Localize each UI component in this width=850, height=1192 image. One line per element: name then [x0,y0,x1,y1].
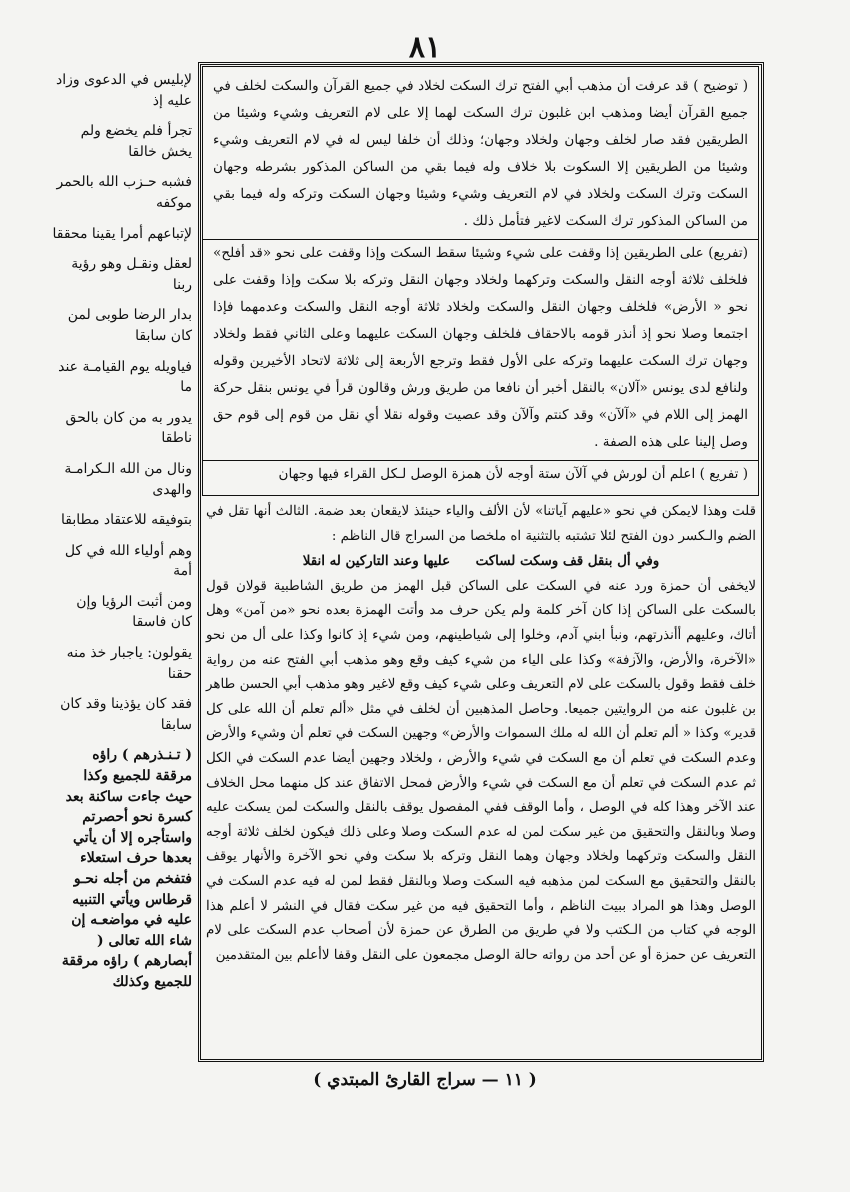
side-line: فشبه حـزب الله بالحمر موكفه [56,174,192,211]
side-line: تجرأ فلم يخضع ولم يخش خالقا [80,123,192,160]
side-line: لعقل ونقـل وهو رؤية ربنا [71,256,192,293]
side-line: فقد كان يؤذينا وقد كان سابقا [60,696,192,733]
verse-right-hemistich: وفي أل بنقل قف وسكت لساكت [475,553,660,570]
side-line: بدار الرضا طوبى لمن كان سابقا [67,307,192,344]
tawdih-paragraph: ( توضيح ) قد عرفت أن مذهب أبي الفتح ترك السكت لخلاد في جميع القرآن والسكت لخلف في جميع القرآن أيضا ومذهب ابن غلبون ترك السكت لهما إلا على لام التعريف وشيء وشيئا من الطريقين فقد صار لخلف وجهان ولخلاد وجهان؛ وذلك أن خلفا ليس له في لام التعريف وشيء وشيئا من الطريقين إلا السكوت بلا خلاف وله فيما بقي من الساكن المذكور بشرطه وجهان السكت وترك السكت ولخلاد في لام التعريف وشيء وشيئا وجهان السكت وتركه وله فيما بقي من الساكن المذكور ترك السكت لاغير فتأمل ذلك . [213,78,748,229]
tafri-warsh-line: ( تفريع ) اعلم أن لورش في آلآن ستة أوجه لأن همزة الوصل لـكل القراء فيها وجهان [278,466,748,482]
side-line: يقولون: ياجبار خذ منه حقنا [66,645,192,682]
side-line: وهم أولياء الله في كل أمة [64,542,192,580]
commentary-box [202,66,759,496]
side-line: لإبليس في الدعوى وزاد عليه إذ [56,72,192,109]
side-column [52,70,192,1003]
page-number: ٨١ [408,30,442,65]
side-line: يدور به من كان بالحق ناطقا [65,409,192,447]
side-commentary: ( تـنـذرهم ) راؤه مرققة للجميع وكذا حيث جاءت ساكنة بعد كسرة نحو أحصرتم واستأجره إلا أن يأتي بعدها حرف استعلاء فتفخم من أجله نحـو قرطاس ويأتي التنبيه عليه في مواضعـه إن شاء الله تعالى ( أبصارهم ) راؤه مرققة للجميع وكذلك [61,747,192,990]
side-line: ومن أثبت الرؤيا وإن كان فاسقا [76,593,192,631]
tafri-paragraph: (تفريع) على الطريقين إذا وقفت على شيء وشيئا سقط السكت وإذا وقفت على نحو «قد أفلح» فلخلف ثلاثة أوجه النقل والسكت وتركهما ولخلاد وجهان النقل وتركه بلا سكت وإذا وقفت على نحو « الأرض» فلخلف وجهان النقل والسكت ولخلاد ثلاثة أوجه النقل والسكت وعدمهما فإذا اجتمعا وصلا نحو إذ أنذر قومه بالاحقاف فلخلف وجهان السكت عليهما وعلى الثاني فقط ولخلاد وجهان ترك السكت عليهما وتركه على الأول فقط وترجع الأربعة إلى ثلاثة لاتحاد الأخيرين وقوله ولنافع لدى يونس «آلان» بالنقل أخبر أن نافعا من طريق ورش وقالون قرأ في يونس بنقل حركة الهمز إلى اللام في «آلآن» وقد كنتم وآلآن وقد عصيت وقوله نقلا أي نقل من قوم إلى قوم حق وصل إلينا على هذه الصفة . [213,245,748,450]
verse-line [206,549,756,575]
side-line: ونال من الله الـكرامـة والهدى [64,460,192,498]
verse-left-hemistich: عليها وعند التاركين له انقلا [302,553,451,570]
side-line: فياويله يوم القيامـة عند ما [58,358,192,396]
running-footer: ( ١١ — سراج القارئ المبتدي ) [313,1070,537,1090]
intro-paragraph: قلت وهذا لايمكن في نحو «عليهم آياتنا» لأن الألف والياء حينئذ لايقعان بعد ضمة. الثالث أنها تقل في الضم والـكسر دون الفتح لئلا تشتبه بالتثنية اه ملخصا من السراج قال الناظم : [206,504,756,544]
side-line: لإتباعهم أمرا يقينا محققا [52,225,192,242]
main-text [206,500,756,1060]
explanation-paragraph: لايخفى أن حمزة ورد عنه في السكت على الساكن قبل الهمز من طريق الشاطبية قولان قول بالسكت على الساكن إذا كان آخر كلمة ولم يكن حرف مد وأتت الهمزة بعده نحو «من آمن» وهل أتاك، وعليهم أأنذرتهم، ونبأ ابني آدم، وخلوا إلى شياطينهم، ومن شيء إذ كانوا وكذا على أل من نحو «الآخرة، والأرض، والآزفة» وكذا على الياء من شيء كيف وقع وهو مذهب أبي الفتح عنه من رواية خلف فقط وقول بالسكت على لام التعريف وعلى شيء كيف وقع لاغير وهو مذهب أبي الحسن طاهر بن غلبون عنه من الروايتين جميعا. وحاصل المذهبين أن لخلف في مثل «ألم تعلم أن الله على كل قدير» وكذا « ألم تعلم أن الله له ملك السموات والأرض» وجهين السكت في تعلم أن وشيء والأرض وعدم السكت في تعلم أن مع السكت في شيء والأرض ، ولخلاد وجهين أيضا عدم السكت في الكل ثم عدم السكت في تعلم أن مع السكت في شيء والأرض فمحل الاتفاق عند كل منهما محل الخلاف عند الآخر وهذا كله في الوصل ، وأما الوقف ففي المفصول يوقف بالنقل والسكت لمن يسكت عليه وصلا وبالنقل والتحقيق من غير سكت لمن له عدم السكت وصلا وعلى ذلك فيكون لخلف ثلاثة أوجه النقل والسكت وتركهما ولخلاد وجهان وهما النقل وتركه بلا سكت وفي نحو الآخرة والأنهار يوقف بالنقل والتحقيق مع السكت لمن مذهبه فيه السكت وصلا وبالنقل فقط لمن له فيه عدم السكت في الوصل وهذا هو المراد ببيت الناظم ، وأما التحقيق فيه من غير سكت فقال في النشر لا أعلم هذا الوجه في كتاب من الـكتب ولا في طريق من الطرق عن حمزة لأن أصحاب عدم السكت على لام التعريف عن حمزة أو عن أحد من رواته حالة الوصل مجمعون على النقل وقفا لاأعلم بين المتقدمين [206,578,756,963]
side-line: بتوفيقه للاعتقاد مطابقا [60,512,192,529]
